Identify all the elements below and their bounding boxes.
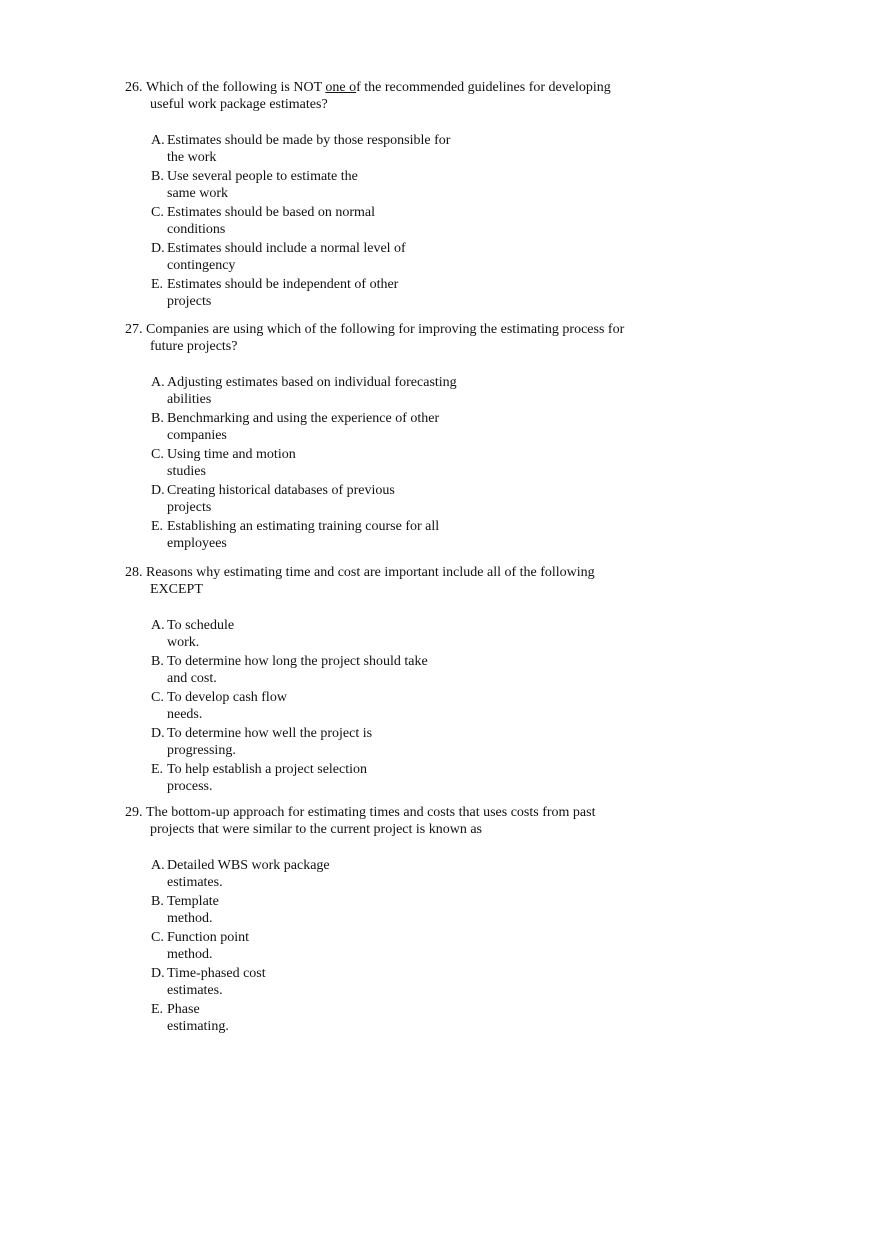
option-text: and cost. bbox=[167, 671, 217, 686]
option-c[interactable] bbox=[151, 204, 685, 238]
question-stem bbox=[125, 564, 685, 598]
question-stem bbox=[125, 804, 685, 838]
option-text: Function point bbox=[167, 930, 250, 945]
option-text: To schedule bbox=[167, 618, 235, 633]
option-letter: D. bbox=[151, 726, 165, 741]
option-text: To develop cash flow bbox=[167, 690, 287, 705]
question-26 bbox=[125, 79, 685, 312]
option-letter: E. bbox=[151, 519, 164, 534]
option-text: contingency bbox=[167, 258, 236, 273]
stem-line: Companies are using which of the following for improving the estimating process for bbox=[146, 322, 625, 337]
option-text: work. bbox=[167, 635, 200, 650]
option-text: To help establish a project selection bbox=[167, 762, 368, 777]
option-a[interactable] bbox=[151, 374, 685, 408]
option-text: Establishing an estimating training course for all bbox=[167, 519, 440, 534]
option-a[interactable] bbox=[151, 132, 685, 166]
option-text: Phase bbox=[167, 1002, 200, 1017]
option-text: projects bbox=[167, 500, 212, 515]
stem-line: projects that were similar to the current project is known as bbox=[150, 822, 483, 837]
option-letter: A. bbox=[151, 858, 165, 873]
option-b[interactable] bbox=[151, 653, 685, 687]
option-text: Estimates should include a normal level of bbox=[167, 241, 406, 256]
option-text: employees bbox=[167, 536, 227, 551]
option-text: studies bbox=[167, 464, 206, 479]
option-e[interactable] bbox=[151, 276, 685, 310]
option-text: needs. bbox=[167, 707, 203, 722]
option-letter: D. bbox=[151, 241, 165, 256]
option-text: Benchmarking and using the experience of other bbox=[167, 411, 440, 426]
question-stem bbox=[125, 321, 685, 355]
stem-text: f the recommended guidelines for developing bbox=[356, 80, 611, 95]
answer-options bbox=[125, 857, 685, 1035]
option-letter: C. bbox=[151, 930, 164, 945]
option-text: projects bbox=[167, 294, 212, 309]
option-text: method. bbox=[167, 947, 213, 962]
option-d[interactable] bbox=[151, 240, 685, 274]
option-letter: C. bbox=[151, 690, 164, 705]
option-letter: A. bbox=[151, 133, 165, 148]
option-text: Use several people to estimate the bbox=[167, 169, 358, 184]
option-text: companies bbox=[167, 428, 227, 443]
option-e[interactable] bbox=[151, 1001, 685, 1035]
option-d[interactable] bbox=[151, 965, 685, 999]
option-e[interactable] bbox=[151, 761, 685, 795]
option-a[interactable] bbox=[151, 857, 685, 891]
option-letter: A. bbox=[151, 618, 165, 633]
option-d[interactable] bbox=[151, 482, 685, 516]
question-stem bbox=[125, 79, 685, 113]
question-number: 29. bbox=[125, 805, 143, 820]
option-letter: B. bbox=[151, 169, 164, 184]
option-letter: D. bbox=[151, 966, 165, 981]
stem-text: Which of the following is NOT bbox=[146, 80, 326, 95]
answer-options bbox=[125, 132, 685, 310]
stem-line: EXCEPT bbox=[150, 582, 203, 597]
option-text: Time-phased cost bbox=[167, 966, 266, 981]
question-27 bbox=[125, 321, 685, 554]
option-text: To determine how well the project is bbox=[167, 726, 373, 741]
question-number: 27. bbox=[125, 322, 143, 337]
option-text: Detailed WBS work package bbox=[167, 858, 330, 873]
option-text: Template bbox=[167, 894, 219, 909]
option-text: estimates. bbox=[167, 875, 223, 890]
option-letter: B. bbox=[151, 654, 164, 669]
question-number: 28. bbox=[125, 565, 143, 580]
option-c[interactable] bbox=[151, 446, 685, 480]
option-text: conditions bbox=[167, 222, 226, 237]
option-text: Estimates should be based on normal bbox=[167, 205, 376, 220]
option-text: estimating. bbox=[167, 1019, 229, 1034]
answer-options bbox=[125, 617, 685, 795]
option-text: Estimates should be independent of other bbox=[167, 277, 399, 292]
option-e[interactable] bbox=[151, 518, 685, 552]
option-letter: D. bbox=[151, 483, 165, 498]
option-letter: E. bbox=[151, 1002, 164, 1017]
option-a[interactable] bbox=[151, 617, 685, 651]
stem-line: The bottom-up approach for estimating times and costs that uses costs from past bbox=[146, 805, 596, 820]
option-d[interactable] bbox=[151, 725, 685, 759]
option-letter: A. bbox=[151, 375, 165, 390]
option-letter: E. bbox=[151, 762, 164, 777]
option-text: same work bbox=[167, 186, 229, 201]
option-letter: B. bbox=[151, 894, 164, 909]
underlined-text: one o bbox=[325, 80, 357, 95]
option-text: To determine how long the project should take bbox=[167, 654, 428, 669]
stem-line: Reasons why estimating time and cost are important include all of the following bbox=[146, 565, 595, 580]
stem-line: future projects? bbox=[150, 339, 238, 354]
stem-line: useful work package estimates? bbox=[150, 97, 328, 112]
question-number: 26. bbox=[125, 80, 143, 95]
option-text: Using time and motion bbox=[167, 447, 296, 462]
question-29 bbox=[125, 804, 685, 1037]
option-b[interactable] bbox=[151, 168, 685, 202]
option-letter: E. bbox=[151, 277, 164, 292]
question-28 bbox=[125, 564, 685, 797]
option-b[interactable] bbox=[151, 893, 685, 927]
option-text: estimates. bbox=[167, 983, 223, 998]
option-text: progressing. bbox=[167, 743, 236, 758]
answer-options bbox=[125, 374, 685, 552]
option-text: abilities bbox=[167, 392, 212, 407]
option-letter: B. bbox=[151, 411, 164, 426]
option-text: Creating historical databases of previous bbox=[167, 483, 395, 498]
option-letter: C. bbox=[151, 447, 164, 462]
option-text: method. bbox=[167, 911, 213, 926]
option-c[interactable] bbox=[151, 689, 685, 723]
option-b[interactable] bbox=[151, 410, 685, 444]
option-text: process. bbox=[167, 779, 213, 794]
option-c[interactable] bbox=[151, 929, 685, 963]
stem-line bbox=[146, 79, 685, 96]
option-letter: C. bbox=[151, 205, 164, 220]
option-text: the work bbox=[167, 150, 217, 165]
option-text: Adjusting estimates based on individual forecasting bbox=[167, 375, 457, 390]
option-text: Estimates should be made by those responsible for bbox=[167, 133, 451, 148]
